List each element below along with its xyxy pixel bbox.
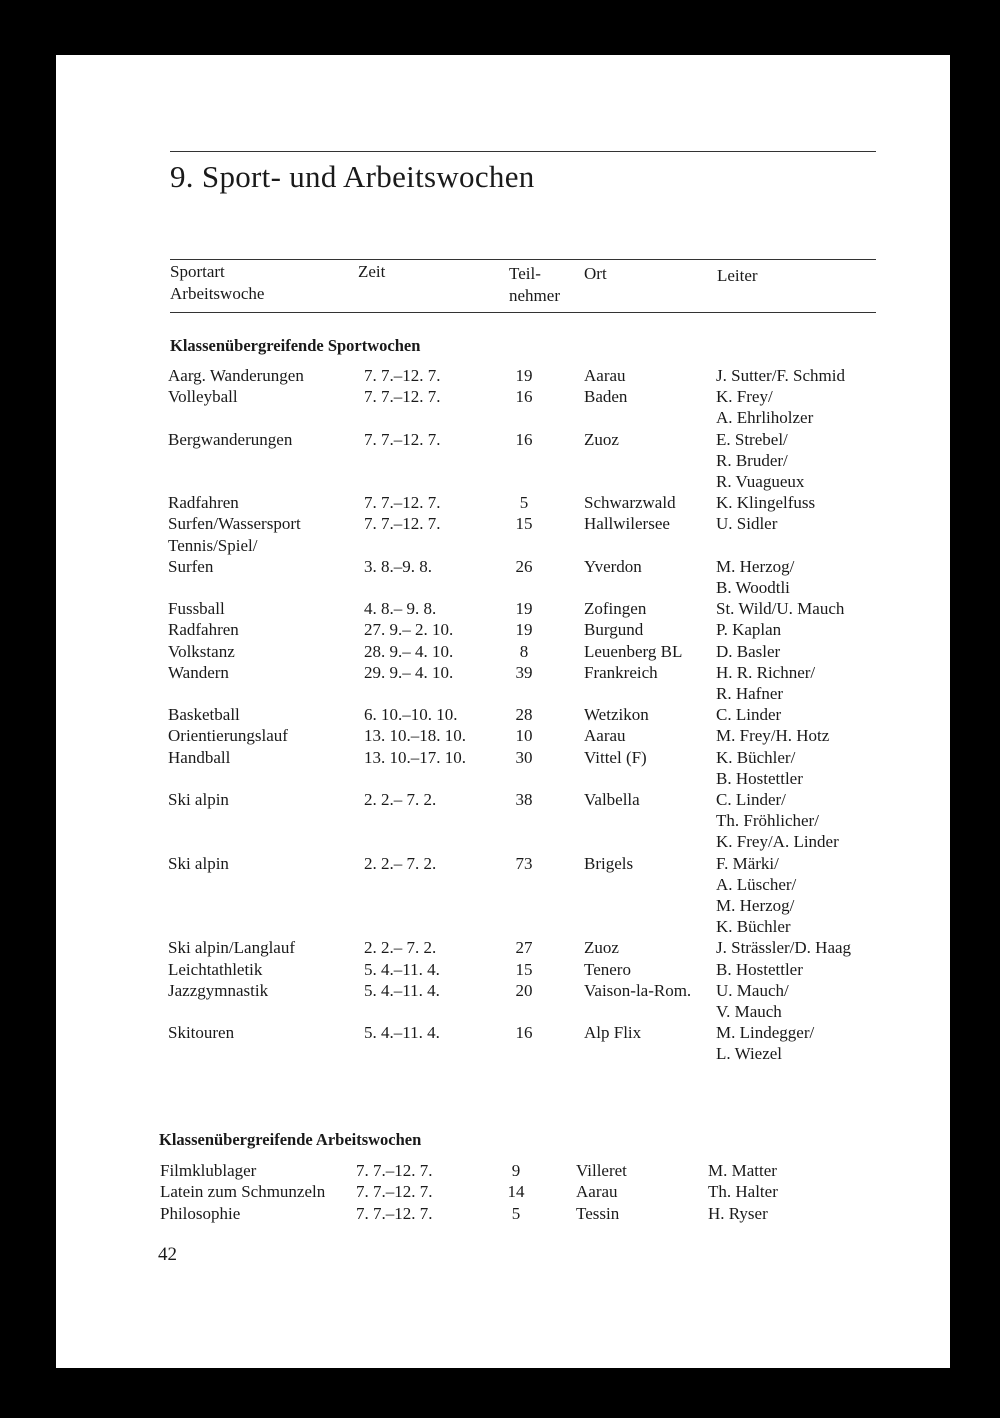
table-row [168, 725, 888, 746]
table-row [160, 1203, 880, 1224]
cell-zeit: 2. 2.– 7. 2. [364, 938, 437, 958]
cell-leiter: H. R. Richner/ [716, 662, 816, 682]
cell-leiter: F. Märki/ [716, 853, 779, 873]
cell-zeit: 6. 10.–10. 10. [364, 705, 458, 725]
cell-ort: Valbella [584, 790, 640, 809]
cell-ort: Aarau [584, 366, 626, 385]
table-row [168, 853, 888, 874]
cell-leiter: St. Wild/U. Mauch [716, 599, 845, 619]
table-row [168, 535, 888, 556]
cell-leiter: C. Linder [716, 705, 782, 725]
table-row [168, 768, 888, 789]
cell-sportart: Ski alpin/Langlauf [168, 938, 296, 958]
section-sportwochen: Klassenübergreifende Sportwochen [170, 336, 421, 355]
cell-sportart: Radfahren [168, 493, 239, 513]
table-row [168, 747, 888, 768]
table-row [160, 1181, 880, 1202]
table-row [168, 556, 888, 577]
cell-sportart: Ski alpin [168, 790, 229, 809]
header-top-rule [170, 259, 876, 260]
cell-leiter: V. Mauch [716, 1002, 782, 1021]
cell-zeit: 28. 9.– 4. 10. [364, 641, 454, 661]
cell-leiter: J. Strässler/D. Haag [716, 938, 852, 958]
table-row [168, 831, 888, 852]
header-teilnehmer: Teil- nehmer [509, 264, 560, 305]
cell-teilnehmer: 27 [515, 938, 533, 958]
cell-sportart: Surfen/Wassersport [168, 514, 301, 534]
cell-ort: Frankreich [584, 662, 658, 682]
section-arbeitswochen: Klassenübergreifende Arbeitswochen [159, 1130, 422, 1149]
cell-zeit: 7. 7.–12. 7. [364, 366, 441, 385]
cell-ort: Tenero [584, 959, 631, 979]
cell-sportart: Filmklublager [160, 1161, 257, 1180]
cell-teilnehmer: 38 [515, 790, 533, 809]
cell-teilnehmer: 19 [515, 599, 533, 619]
cell-teilnehmer: 16 [515, 1023, 533, 1043]
cell-teilnehmer: 26 [515, 556, 533, 576]
table-row [168, 916, 888, 937]
cell-zeit: 5. 4.–11. 4. [364, 959, 440, 979]
cell-sportart: Skitouren [168, 1023, 235, 1043]
cell-leiter: U. Mauch/ [716, 980, 789, 1000]
cell-ort: Zuoz [584, 938, 619, 958]
cell-sportart: Surfen [168, 556, 214, 576]
table-row [168, 683, 888, 704]
cell-zeit: 2. 2.– 7. 2. [364, 853, 437, 873]
cell-teilnehmer: 39 [515, 662, 533, 682]
cell-leiter: B. Hostettler [716, 768, 803, 788]
table-row [168, 959, 888, 980]
cell-leiter: E. Strebel/ [716, 429, 788, 449]
table-row [168, 513, 888, 534]
cell-leiter: U. Sidler [716, 514, 778, 534]
header-sportart: Sportart Arbeitswoche [170, 262, 265, 303]
header-ort: Ort [584, 264, 607, 283]
cell-sportart: Jazzgymnastik [168, 980, 269, 1000]
table-row [168, 980, 888, 1001]
cell-zeit: 7. 7.–12. 7. [364, 429, 441, 449]
cell-ort: Villeret [576, 1161, 627, 1180]
cell-leiter: K. Frey/ [716, 387, 773, 407]
cell-zeit: 27. 9.– 2. 10. [364, 620, 454, 640]
cell-sportart: Leichtathletik [168, 959, 263, 979]
cell-ort: Brigels [584, 853, 634, 873]
cell-teilnehmer: 28 [515, 705, 533, 725]
cell-teilnehmer: 8 [519, 641, 529, 661]
cell-ort: Wetzikon [584, 705, 649, 725]
cell-teilnehmer: 15 [515, 514, 533, 534]
cell-leiter: L. Wiezel [716, 1044, 783, 1064]
cell-sportart: Orientierungslauf [168, 726, 288, 746]
cell-teilnehmer: 20 [515, 980, 533, 1000]
cell-leiter: Th. Fröhlicher/ [716, 811, 819, 831]
cell-ort: Aarau [576, 1182, 618, 1202]
cell-zeit: 7. 7.–12. 7. [356, 1203, 433, 1223]
table-row [168, 662, 888, 683]
table-row [168, 1001, 888, 1022]
cell-ort: Tessin [576, 1203, 620, 1223]
cell-teilnehmer: 5 [519, 493, 529, 513]
table-row [168, 577, 888, 598]
cell-ort: Aarau [584, 726, 626, 746]
table-row [168, 704, 888, 725]
cell-teilnehmer: 16 [515, 429, 533, 449]
cell-zeit: 7. 7.–12. 7. [356, 1161, 433, 1180]
cell-teilnehmer: 15 [515, 959, 533, 979]
cell-teilnehmer: 19 [515, 366, 533, 385]
cell-leiter: A. Ehrliholzer [716, 408, 814, 428]
cell-ort: Vaison-la-Rom. [584, 980, 692, 1000]
cell-sportart: Philosophie [160, 1203, 241, 1223]
cell-zeit: 29. 9.– 4. 10. [364, 662, 454, 682]
table-row [168, 1022, 888, 1043]
table-row [168, 429, 888, 450]
cell-ort: Schwarzwald [584, 493, 676, 513]
cell-leiter: R. Vuagueux [716, 472, 805, 491]
cell-sportart: Volkstanz [168, 641, 235, 661]
cell-leiter: K. Büchler [716, 917, 791, 937]
cell-zeit: 7. 7.–12. 7. [364, 493, 441, 513]
cell-teilnehmer: 14 [507, 1182, 525, 1202]
cell-zeit: 7. 7.–12. 7. [356, 1182, 433, 1202]
cell-sportart: Tennis/Spiel/ [168, 535, 258, 555]
cell-leiter: R. Bruder/ [716, 450, 788, 470]
table-row [168, 386, 888, 407]
cell-teilnehmer: 9 [511, 1161, 521, 1180]
cell-sportart: Fussball [168, 599, 225, 619]
cell-leiter: B. Woodtli [716, 578, 790, 597]
table-row [168, 641, 888, 662]
cell-sportart: Latein zum Schmunzeln [160, 1182, 326, 1202]
table-row [168, 1043, 888, 1064]
cell-ort: Yverdon [584, 556, 642, 576]
cell-leiter: K. Frey/A. Linder [716, 832, 839, 852]
cell-teilnehmer: 19 [515, 620, 533, 640]
cell-teilnehmer: 10 [515, 726, 533, 746]
cell-leiter: B. Hostettler [716, 959, 803, 979]
cell-leiter: R. Hafner [716, 684, 784, 703]
cell-ort: Leuenberg BL [584, 641, 683, 661]
table-row [168, 874, 888, 895]
cell-leiter: M. Herzog/ [716, 896, 795, 915]
cell-leiter: J. Sutter/F. Schmid [716, 366, 845, 385]
cell-zeit: 7. 7.–12. 7. [364, 514, 441, 534]
table-row [168, 598, 888, 619]
cell-zeit: 5. 4.–11. 4. [364, 980, 440, 1000]
cell-leiter: C. Linder/ [716, 790, 786, 809]
cell-teilnehmer: 5 [511, 1203, 521, 1223]
cell-ort: Alp Flix [584, 1023, 642, 1043]
cell-sportart: Radfahren [168, 620, 239, 640]
cell-sportart: Volleyball [168, 387, 238, 407]
cell-leiter: M. Lindegger/ [716, 1023, 815, 1043]
cell-sportart: Aarg. Wanderungen [168, 366, 304, 385]
cell-sportart: Handball [168, 747, 231, 767]
cell-leiter: K. Klingelfuss [716, 493, 816, 513]
cell-zeit: 2. 2.– 7. 2. [364, 790, 437, 809]
cell-ort: Zofingen [584, 599, 647, 619]
header-bottom-rule [170, 312, 876, 313]
page-title: 9. Sport- und Arbeitswochen [170, 159, 535, 194]
document-page [56, 55, 950, 1368]
cell-leiter: Th. Halter [708, 1182, 778, 1202]
cell-zeit: 7. 7.–12. 7. [364, 387, 441, 407]
cell-ort: Burgund [584, 620, 644, 640]
table-row [168, 450, 888, 471]
table-row [168, 471, 888, 492]
cell-sportart: Ski alpin [168, 853, 229, 873]
page-number: 42 [158, 1244, 177, 1265]
table-row [168, 937, 888, 958]
cell-ort: Hallwilersee [584, 514, 670, 534]
cell-leiter: M. Frey/H. Hotz [716, 726, 830, 746]
cell-ort: Baden [584, 387, 628, 407]
top-rule [170, 151, 876, 152]
cell-sportart: Wandern [168, 662, 229, 682]
cell-leiter: D. Basler [716, 641, 781, 661]
table-row [168, 895, 888, 916]
cell-zeit: 4. 8.– 9. 8. [364, 599, 437, 619]
cell-leiter: M. Herzog/ [716, 556, 795, 576]
cell-zeit: 3. 8.–9. 8. [364, 556, 432, 576]
table-row [168, 365, 888, 386]
cell-leiter: P. Kaplan [716, 620, 782, 640]
table-row [160, 1160, 880, 1181]
cell-sportart: Bergwanderungen [168, 429, 293, 449]
cell-leiter: K. Büchler/ [716, 747, 796, 767]
cell-ort: Zuoz [584, 429, 619, 449]
cell-sportart: Basketball [168, 705, 240, 725]
cell-ort: Vittel (F) [584, 747, 647, 767]
cell-teilnehmer: 16 [515, 387, 533, 407]
header-leiter: Leiter [717, 266, 758, 285]
table-row [168, 789, 888, 810]
table-row [168, 407, 888, 428]
cell-leiter: A. Lüscher/ [716, 874, 797, 894]
table-row [168, 810, 888, 831]
cell-teilnehmer: 30 [515, 747, 533, 767]
cell-zeit: 5. 4.–11. 4. [364, 1023, 440, 1043]
cell-leiter: M. Matter [708, 1161, 777, 1180]
table-row [168, 492, 888, 513]
cell-zeit: 13. 10.–17. 10. [364, 747, 466, 767]
cell-leiter: H. Ryser [708, 1203, 768, 1223]
cell-zeit: 13. 10.–18. 10. [364, 726, 466, 746]
table-row [168, 619, 888, 640]
header-zeit: Zeit [358, 262, 386, 281]
cell-teilnehmer: 73 [515, 853, 533, 873]
